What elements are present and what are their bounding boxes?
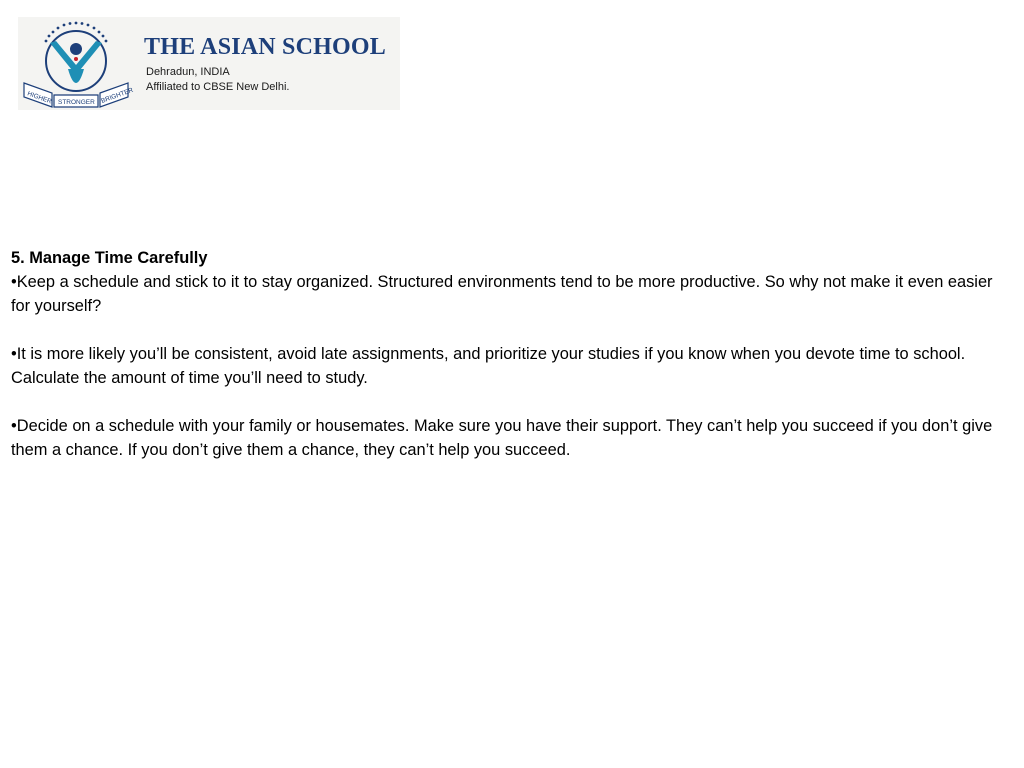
spacer bbox=[11, 318, 1015, 342]
school-location: Dehradun, INDIA bbox=[146, 66, 230, 78]
bullet-family-schedule: •Decide on a schedule with your family or housemates. Make sure you have their support. They can’t help you succeed if you don’t give them a chance. If you don’t give them a chance, they can’t help you succeed. bbox=[11, 417, 993, 459]
emblem-word-higher: HIGHER bbox=[26, 90, 53, 106]
spacer bbox=[11, 390, 1015, 414]
slide-content bbox=[11, 246, 1015, 462]
emblem-word-brighter: BRIGHTER bbox=[100, 86, 134, 105]
emblem-word-stronger: STRONGER bbox=[58, 99, 95, 106]
section-heading: 5. Manage Time Carefully bbox=[11, 249, 208, 267]
bullet-keep-schedule: •Keep a schedule and stick to it to stay organized. Structured environments tend to be more productive. So why not make it even easier for yourself? bbox=[11, 273, 993, 315]
school-logo bbox=[18, 17, 400, 110]
school-affiliation: Affiliated to CBSE New Delhi. bbox=[146, 81, 290, 93]
bullet-consistency: •It is more likely you’ll be consistent, avoid late assignments, and prioritize your studies if you know when you devote time to school. bbox=[11, 345, 966, 363]
school-emblem-icon bbox=[22, 19, 134, 109]
calculate-time-line: Calculate the amount of time you’ll need to study. bbox=[11, 369, 368, 387]
school-name: THE ASIAN SCHOOL bbox=[144, 34, 386, 60]
